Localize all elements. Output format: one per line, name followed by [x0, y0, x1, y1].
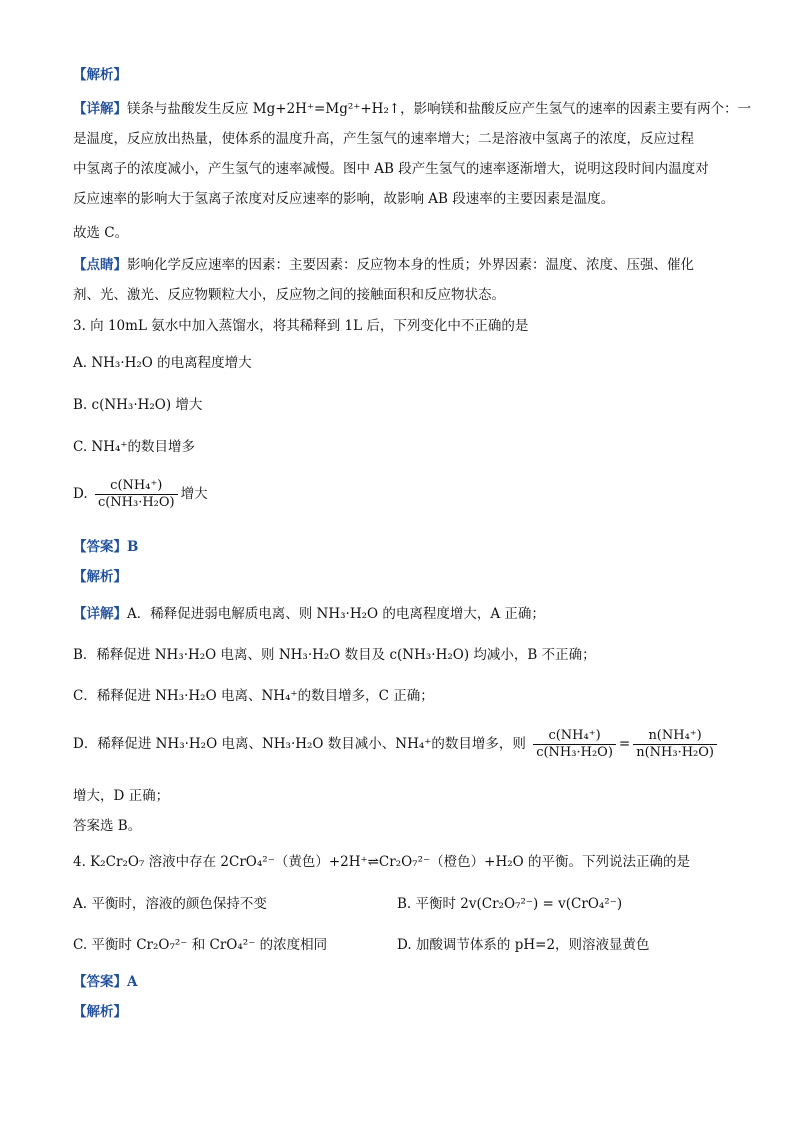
q3-stem: 3. 向 10mL 氨水中加入蒸馏水，将其稀释到 1L 后，下列变化中不正确的是 [73, 318, 529, 334]
q4-option-c: C. 平衡时 Cr₂O₇²⁻ 和 CrO₄²⁻ 的浓度相同 [73, 937, 328, 953]
jiexi-heading-1: 【解析】 [73, 67, 127, 83]
dianjing-line-2: 剂、光、激光、反应物颗粒大小，反应物之间的接触面积和反应物状态。 [73, 287, 505, 303]
q4-option-b: B. 平衡时 2v(Cr₂O₇²⁻) = v(CrO₄²⁻) [397, 896, 623, 912]
q3-explain-b: B．稀释促进 NH₃·H₂O 电离、则 NH₃·H₂O 数目及 c(NH₃·H₂O) 均减小，B 不正确； [73, 647, 596, 663]
q4-answer: 【答案】A [73, 974, 138, 990]
xiangjie-paragraph-line-1: 【详解】镁条与盐酸发生反应 Mg+2H⁺=Mg²⁺+H₂↑，影响镁和盐酸反应产生氢气的速率的因素主要有两个：一 [73, 101, 752, 117]
q3-option-d-fraction: $\frac{\text{c(NH₄⁺)}}{\text{c(NH₃·H₂O)}}$ [95, 478, 178, 511]
q4-stem: 4. K₂Cr₂O₇ 溶液中存在 2CrO₄²⁻（黄色）+2H⁺⇌Cr₂O₇²⁻（橙色）+H₂O 的平衡。下列说法正确的是 [73, 854, 690, 870]
q3-explain-d: D．稀释促进 NH₃·H₂O 电离、NH₃·H₂O 数目减小、NH₄⁺的数目增多，则 $\frac{\text{c(NH₄⁺)}}{\text{c(NH₃·H₂O)}}$ = $\frac{\text{n(NH₄⁺)}}{\text{n(NH₃·H₂O)}}$ [73, 728, 720, 761]
dianjing-line-1: 【点睛】影响化学反应速率的因素：主要因素：反应物本身的性质；外界因素：温度、浓度、压强、催化 [73, 257, 694, 273]
q3-option-d: D. $\frac{\text{c(NH₄⁺)}}{\text{c(NH₃·H₂O)}}$ 增大 [73, 478, 208, 510]
xiangjie-paragraph-line-4: 反应速率的影响大于氢离子浓度对反应速率的影响，故影响 AB 段速率的主要因素是温度。 [73, 191, 615, 207]
q4-option-d: D. 加酸调节体系的 pH=2，则溶液显黄色 [397, 937, 650, 953]
q4-jiexi-heading: 【解析】 [73, 1004, 127, 1020]
q4-option-a: A. 平衡时，溶液的颜色保持不变 [73, 896, 267, 912]
q3-option-b: B. c(NH₃·H₂O) 增大 [73, 397, 203, 413]
q3-explain-d-fraction-n: $\frac{\text{n(NH₄⁺)}}{\text{n(NH₃·H₂O)}}$ [633, 728, 717, 761]
q3-option-c: C. NH₄⁺的数目增多 [73, 439, 196, 455]
q3-explain-a: 【详解】A．稀释促进弱电解质电离、则 NH₃·H₂O 的电离程度增大，A 正确； [73, 606, 545, 622]
q3-jiexi-heading: 【解析】 [73, 569, 127, 585]
q3-explain-d-fraction-c: $\frac{\text{c(NH₄⁺)}}{\text{c(NH₃·H₂O)}}$ [533, 728, 616, 761]
q3-explain-d-continued: 增大，D 正确； [73, 788, 170, 804]
xiangjie-paragraph-line-3: 中氢离子的浓度减小，产生氢气的速率减慢。图中 AB 段产生氢气的速率逐渐增大，说明这段时间内温度对 [73, 161, 709, 177]
choice-line: 故选 C。 [73, 225, 129, 241]
q3-explain-c: C．稀释促进 NH₃·H₂O 电离、NH₄⁺的数目增多，C 正确； [73, 688, 434, 704]
q3-final-answer: 答案选 B。 [73, 818, 142, 834]
q3-option-a: A. NH₃·H₂O 的电离程度增大 [73, 355, 252, 371]
q3-answer: 【答案】B [73, 539, 139, 555]
xiangjie-paragraph-line-2: 是温度，反应放出热量，使体系的温度升高，产生氢气的速率增大；二是溶液中氢离子的浓度，反应过程 [73, 131, 694, 147]
